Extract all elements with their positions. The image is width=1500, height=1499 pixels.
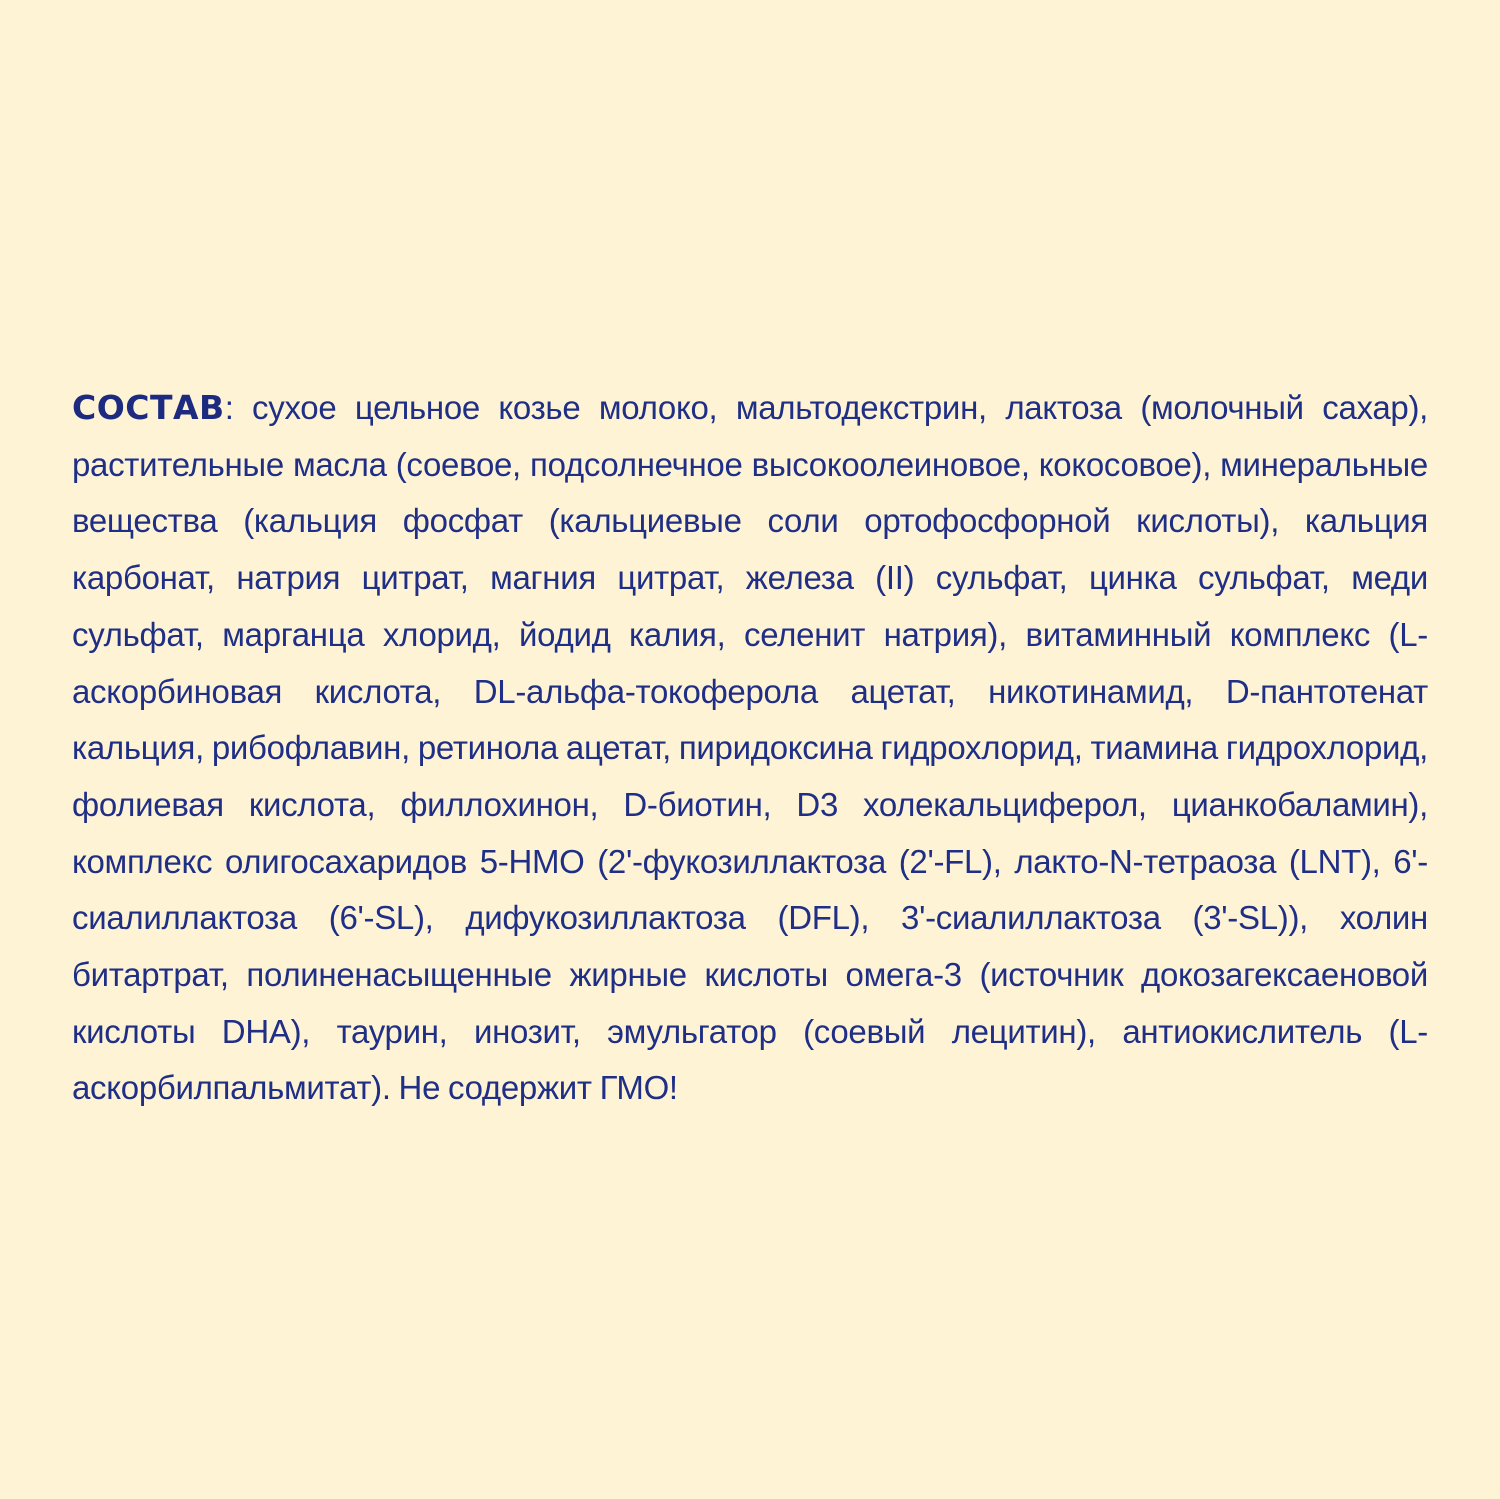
composition-heading: СОСТАВ <box>72 388 225 427</box>
composition-body: : сухое цельное козье молоко, мальтодекстрин, лактоза (молочный сахар), растительные масла (соевое, подсолнечное высокоолеиновое, кокосовое), минеральные вещества (кальция фосфат (кальциевые соли ортофосфорной кислоты), кальция карбонат, натрия цитрат, магния цитрат, железа (II) сульфат, цинка сульфат, меди сульфат, марганца хлорид, йодид калия, селенит натрия), витаминный комплекс (L-аскорбиновая кислота, DL-альфа-токоферола ацетат, никотинамид, D-пантотенат кальция, рибофлавин, ретинола ацетат, пиридоксина гидрохлорид, тиамина гидрохлорид, фолиевая кислота, филлохинон, D-биотин, D3 холекальциферол, цианкобаламин), комплекс олигосахаридов 5-HMO (2'-фукозиллактоза (2'-FL), лакто-N-тетраоза (LNT), 6'-сиалиллактоза (6'-SL), дифукозиллактоза (DFL), 3'-сиалиллактоза (3'-SL)), холин битартрат, полиненасыщенные жирные кислоты омега-3 (источник докозагексаеновой кислоты DHA), таурин, инозит, эмульгатор (соевый лецитин), антиокислитель (L-аскорбилпальмитат). Не содержит ГМО! <box>72 389 1428 1107</box>
composition-text <box>72 380 1428 1117</box>
